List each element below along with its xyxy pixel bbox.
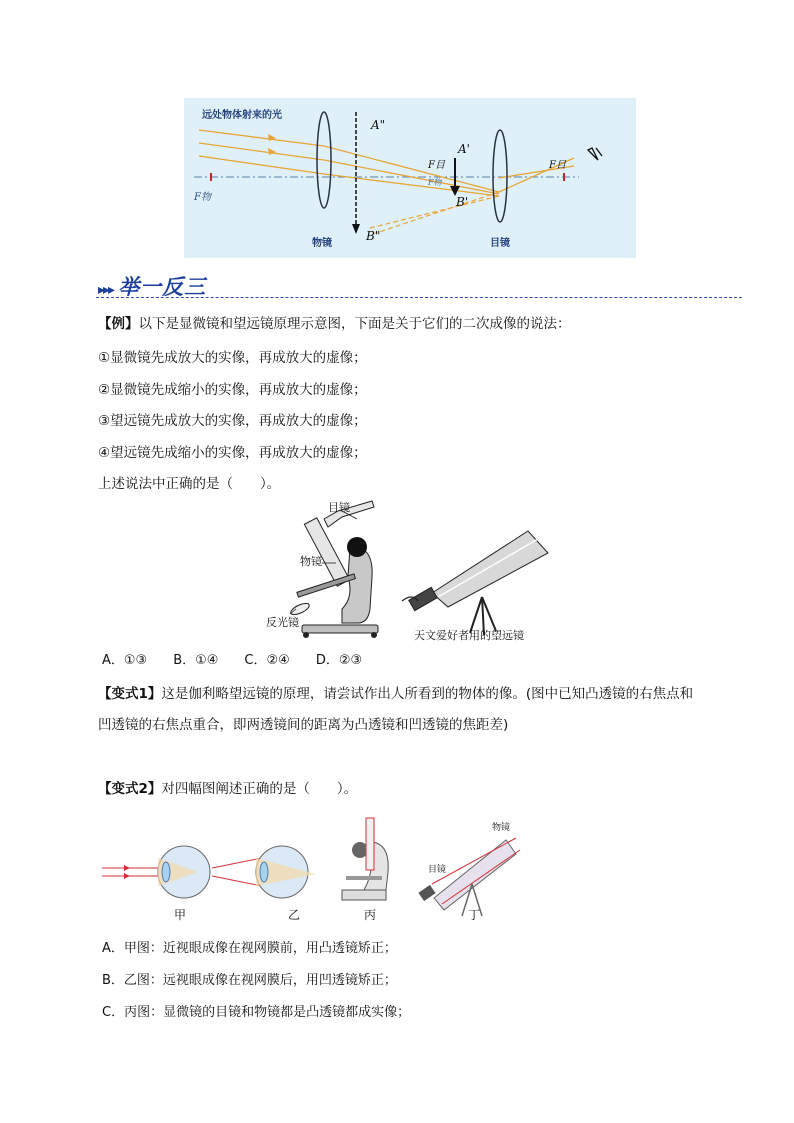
ray-in-3 <box>199 156 324 174</box>
microscope-arm <box>342 547 372 623</box>
panel-label-jia: 甲 <box>174 908 187 922</box>
label-F-objective: F物 <box>194 192 211 203</box>
statement-2: ②显微镜先成缩小的实像，再成放大的虚像； <box>98 382 367 398</box>
telescope-tube <box>432 531 548 607</box>
eye-icon <box>588 148 598 160</box>
label-B1: B' <box>456 195 469 209</box>
label-A2: A" <box>371 118 386 132</box>
telescope-caption: 天文爱好者用的望远镜 <box>414 629 524 642</box>
variant1-line1-text: 这是伽利略望远镜的原理，请尝试作出人所看到的物体的像。(图中已知凸透镜的右焦点和 <box>161 686 694 702</box>
example-stem-text: 以下是显微镜和望远镜原理示意图，下面是关于它们的二次成像的说法： <box>138 316 571 332</box>
variant2-stem-text: 对四幅图阐述正确的是（ ）。 <box>161 781 358 797</box>
example-stem <box>98 315 571 333</box>
banner-divider <box>96 297 742 298</box>
statement-1: ①显微镜先成放大的实像，再成放大的虚像； <box>98 350 367 366</box>
telescope-small <box>434 840 516 910</box>
ray-in-1 <box>199 130 324 146</box>
variant2-tag: 【变式2】 <box>98 781 162 797</box>
panel-telescope-objective: 物镜 <box>492 823 511 833</box>
variant2-option-b: B．乙图：远视眼成像在视网膜后，用凹透镜矫正； <box>102 973 397 988</box>
ray-in-2 <box>199 143 324 160</box>
label-A1: A' <box>458 142 470 156</box>
microscope-base <box>302 625 378 633</box>
panel-label-bing: 丙 <box>364 908 377 922</box>
variant1-line1 <box>98 685 693 703</box>
panel-label-yi: 乙 <box>288 908 301 922</box>
variant2-option-a: A．甲图：近视眼成像在视网膜前，用凸透镜矫正； <box>102 941 397 956</box>
focus-knob <box>347 537 367 557</box>
telescope-ray-diagram <box>184 98 636 258</box>
banner-chevrons-icon: ▸▸▸ <box>98 282 114 298</box>
variant2-stem <box>98 780 357 798</box>
panel-label-ding: 丁 <box>468 908 481 922</box>
objective-label: 物镜 <box>312 238 332 249</box>
label-B2: B" <box>366 229 381 243</box>
microscope-mirror-label: 反光镜 <box>266 616 299 629</box>
section-banner <box>98 271 206 297</box>
microscope-small-tube <box>366 818 374 870</box>
microscope-objective-label: 物镜 <box>300 555 322 568</box>
figure-caption: 远处物体射来的光 <box>202 110 282 121</box>
label-F-eyepiece-right: F目 <box>549 160 566 171</box>
eyepiece-lens <box>493 130 507 222</box>
statement-3: ③望远镜先成放大的实像，再成放大的虚像； <box>98 413 367 429</box>
variant2-option-c: C．丙图：显微镜的目镜和物镜都是凸透镜都成实像； <box>102 1005 411 1020</box>
banner-title: 举一反三 <box>118 275 207 299</box>
microscope-eyepiece-label: 目镜 <box>328 501 350 514</box>
label-F-objective-mid: F物 <box>428 178 442 187</box>
four-panel-figure <box>102 812 532 924</box>
microscope-stage <box>297 574 356 597</box>
microscope-telescope-figure <box>262 497 562 643</box>
eyepiece-label: 目镜 <box>490 238 510 249</box>
example-question: 上述说法中正确的是（ ）。 <box>98 476 281 492</box>
statement-4: ④望远镜先成缩小的实像，再成放大的虚像； <box>98 445 367 461</box>
variant1-tag: 【变式1】 <box>98 686 162 702</box>
example-options: A．①③ B．①④ C．②④ D．②③ <box>102 653 363 668</box>
example-tag: 【例】 <box>98 316 139 332</box>
label-F-eyepiece-left: F目 <box>428 160 445 171</box>
panel-telescope-eyepiece: 目镜 <box>428 865 447 875</box>
ray-diagram-svg <box>184 98 636 258</box>
microscope-tube <box>304 518 349 586</box>
variant1-line2: 凹透镜的右焦点重合，即两透镜间的距离为凸透镜和凹透镜的焦距差) <box>98 717 509 733</box>
microscope-telescope-svg <box>262 497 562 643</box>
